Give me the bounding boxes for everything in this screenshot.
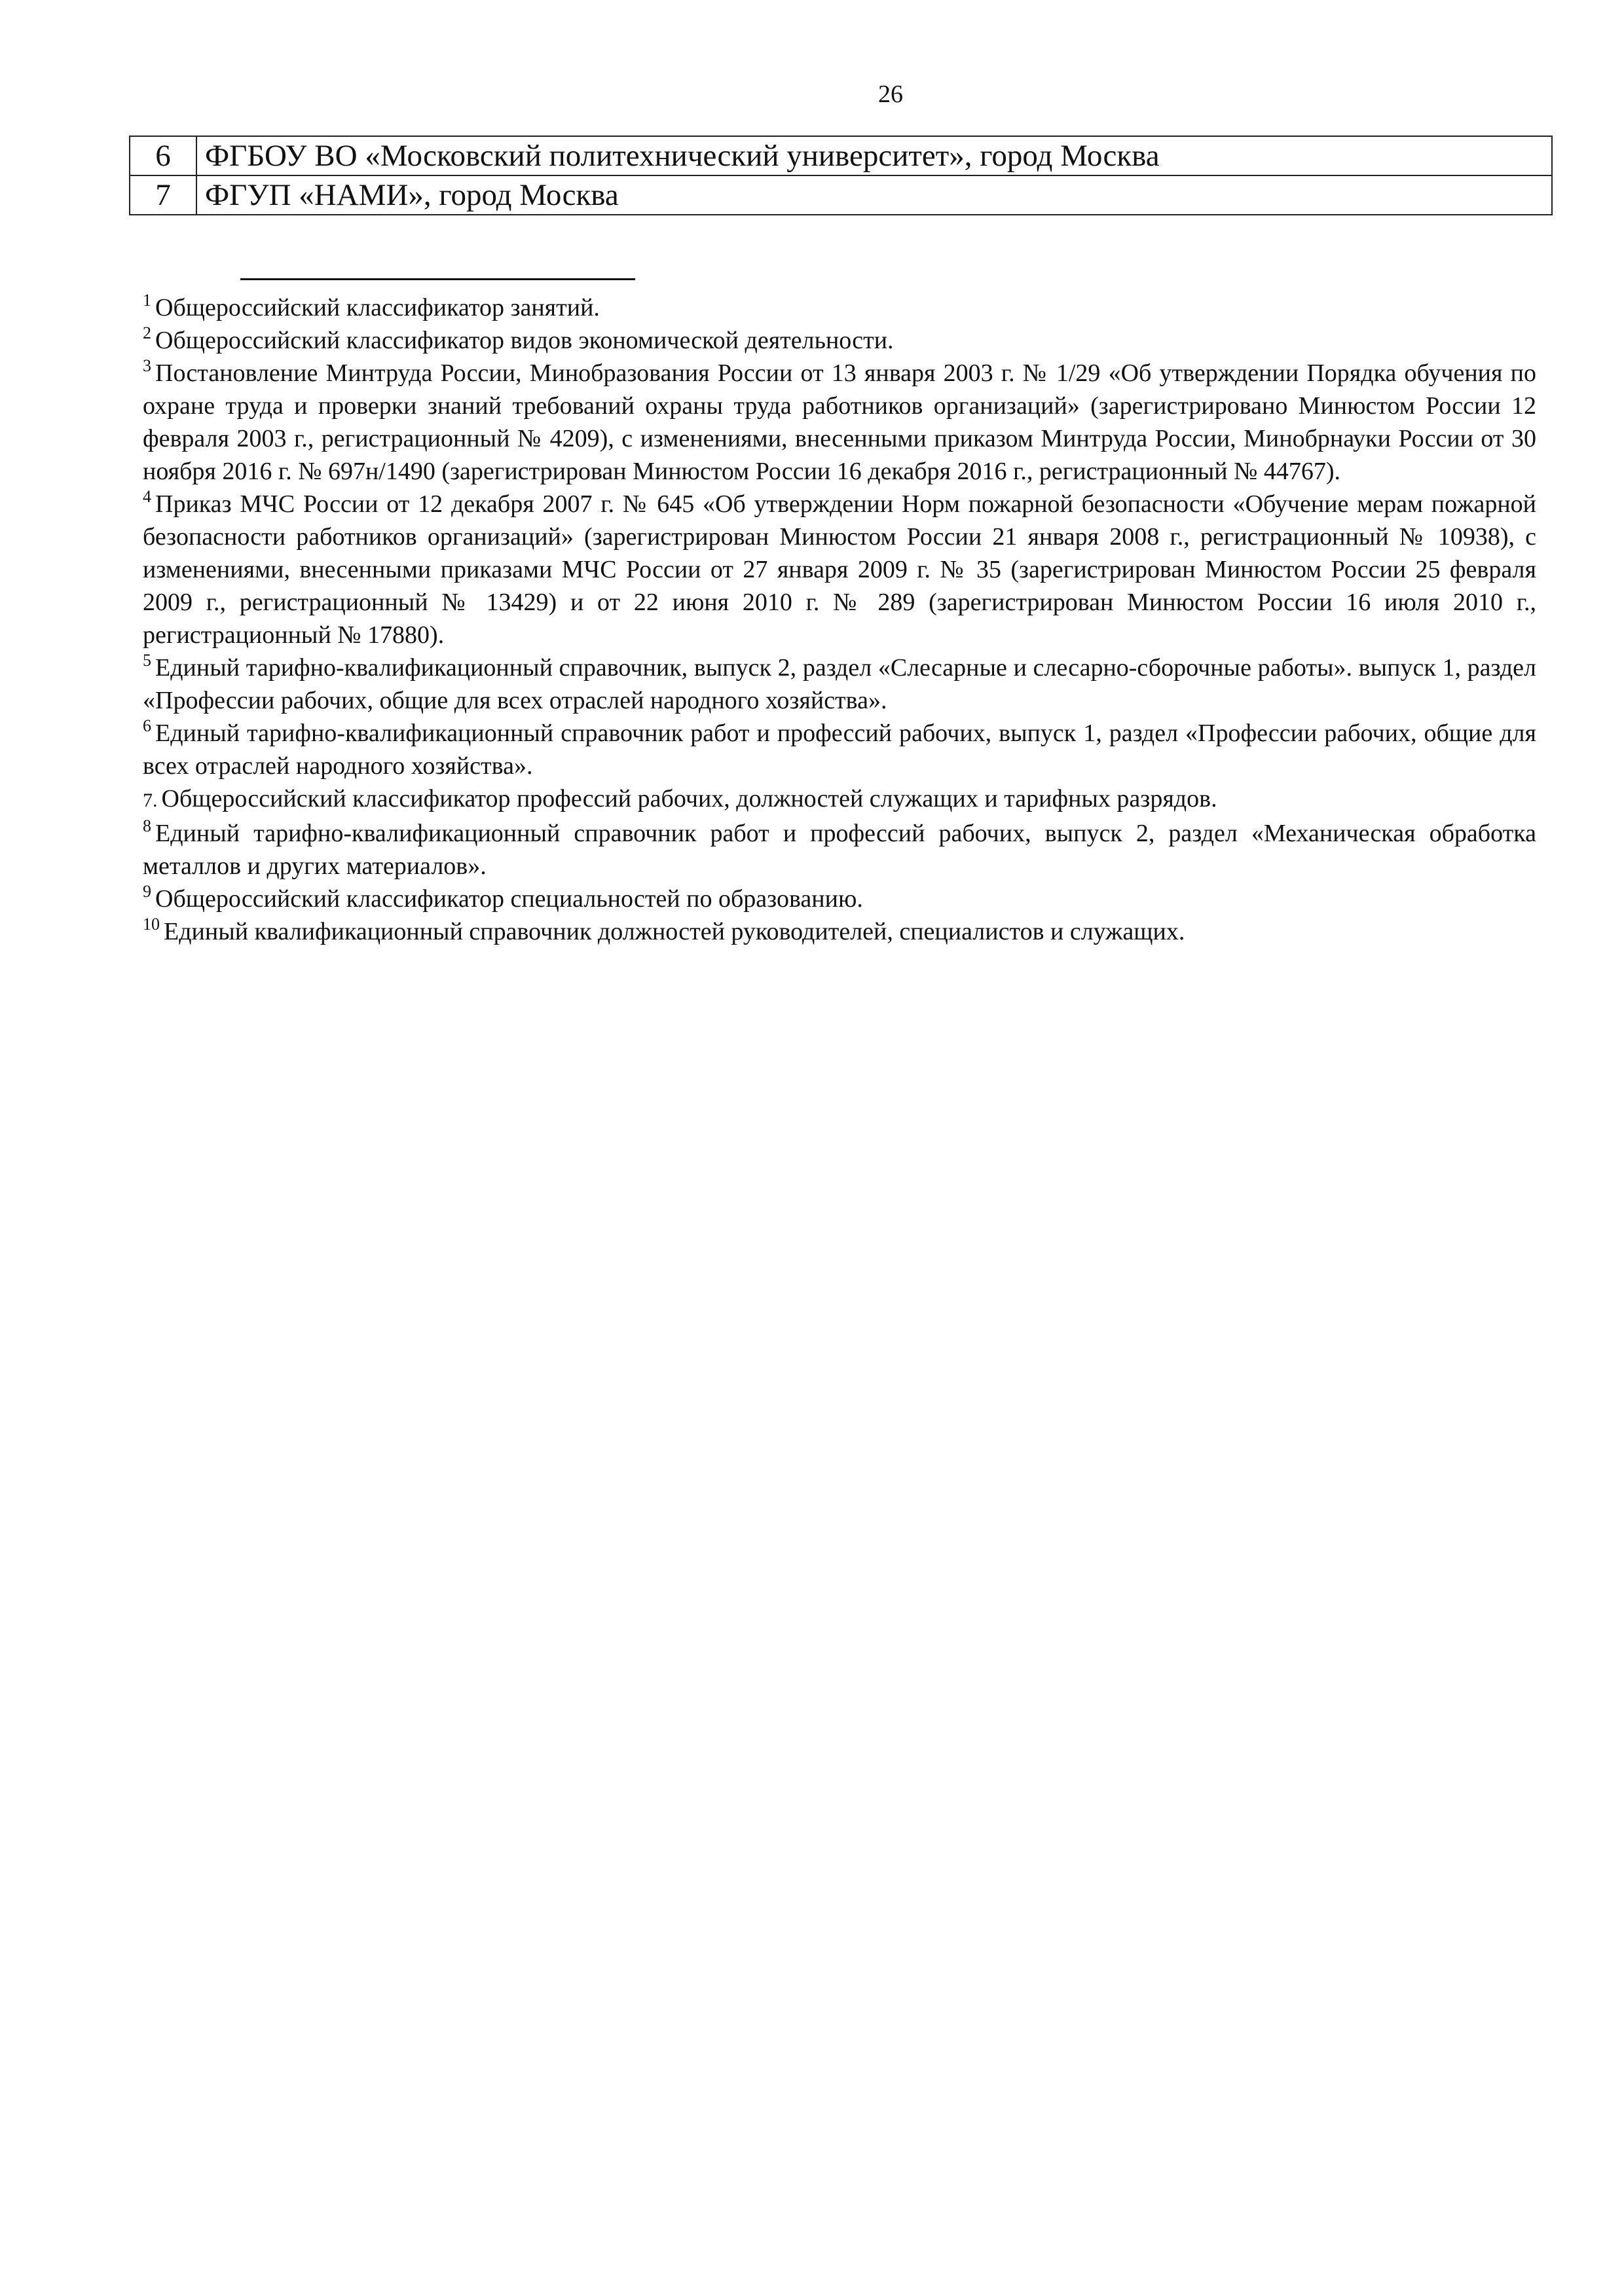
footnote-1	[143, 291, 1536, 324]
footnote-text: Общероссийский классификатор профессий рабочих, должностей служащих и тарифных разрядов.	[161, 785, 1217, 812]
organization-name: ФГБОУ ВО «Московский политехнический университет», город Москва	[196, 136, 1552, 175]
footnote-5	[143, 651, 1536, 717]
footnote-mark: 7.	[143, 790, 158, 811]
footnote-6	[143, 717, 1536, 782]
footnote-8	[143, 817, 1536, 883]
organization-name: ФГУП «НАМИ», город Москва	[196, 175, 1552, 215]
table-row	[130, 175, 1552, 215]
footnote-mark: 5	[143, 651, 151, 670]
table-row	[130, 136, 1552, 175]
footnote-3	[143, 357, 1536, 488]
footnote-mark: 1	[143, 291, 151, 310]
footnotes-section	[143, 291, 1536, 948]
footnote-mark: 2	[143, 323, 151, 342]
footnote-mark: 3	[143, 356, 151, 375]
footnote-text: Общероссийский классификатор специальностей по образованию.	[155, 885, 863, 913]
footnote-text: Единый тарифно-квалификационный справочник, выпуск 2, раздел «Слесарные и слесарно-сборочные работы». выпуск 1, раздел «Профессии рабочих, общие для всех отраслей народного хозяйства».	[143, 654, 1536, 714]
footnote-text: Общероссийский классификатор занятий.	[155, 294, 600, 321]
row-number: 7	[130, 175, 196, 215]
footnote-mark: 6	[143, 716, 151, 735]
footnote-text: Единый тарифно-квалификационный справочник работ и профессий рабочих, выпуск 1, раздел «Профессии рабочих, общие для всех отраслей народного хозяйства».	[143, 720, 1536, 780]
footnote-mark: 10	[143, 915, 160, 934]
footnote-mark: 4	[143, 487, 151, 506]
page-number: 26	[878, 81, 903, 108]
footnote-10	[143, 915, 1536, 948]
footnote-text: Единый квалификационный справочник должностей руководителей, специалистов и служащих.	[164, 918, 1185, 945]
footnote-separator	[240, 278, 635, 280]
footnote-mark: 9	[143, 882, 151, 901]
footnote-4	[143, 488, 1536, 651]
row-number: 6	[130, 136, 196, 175]
organizations-table	[129, 136, 1553, 215]
footnote-text: Общероссийский классификатор видов экономической деятельности.	[155, 327, 894, 354]
footnote-text: Единый тарифно-квалификационный справочник работ и профессий рабочих, выпуск 2, раздел «Механическая обработка металлов и других материалов».	[143, 820, 1536, 880]
footnote-9	[143, 883, 1536, 915]
footnote-text: Постановление Минтруда России, Минобразования России от 13 января 2003 г. № 1/29 «Об утверждении Порядка обучения по охране труда и проверки знаний требований охраны труда работников организаций» (зарегистрировано Минюстом России 12 февраля 2003 г., регистрационный № 4209), с изменениями, внесенными приказом Минтруда России, Минобрнауки России от 30 ноября 2016 г. № 697н/1490 (зарегистрирован Минюстом России 16 декабря 2016 г., регистрационный № 44767).	[143, 359, 1536, 485]
footnote-2	[143, 324, 1536, 357]
footnote-text: Приказ МЧС России от 12 декабря 2007 г. № 645 «Об утверждении Норм пожарной безопасности «Обучение мерам пожарной безопасности работников организаций» (зарегистрирован Минюстом России 21 января 2008 г., регистрационный № 10938), с изменениями, внесенными приказами МЧС России от 27 января 2009 г. № 35 (зарегистрирован Минюстом России 25 февраля 2009 г., регистрационный № 13429) и от 22 июня 2010 г. № 289 (зарегистрирован Минюстом России 16 июля 2010 г., регистрационный № 17880).	[143, 490, 1536, 649]
footnote-7	[143, 782, 1536, 817]
footnote-mark: 8	[143, 816, 151, 835]
